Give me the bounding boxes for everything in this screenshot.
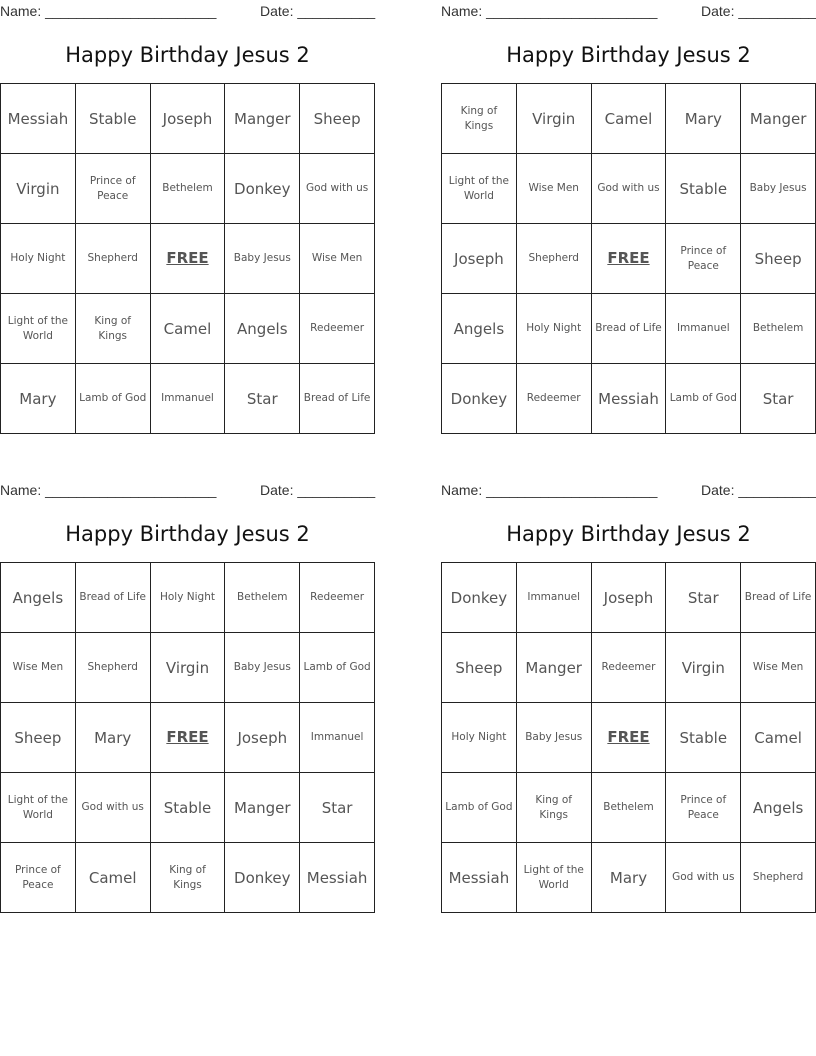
bingo-cell: Lamb of God — [442, 773, 517, 843]
bingo-cell: Wise Men — [741, 633, 816, 703]
bingo-cell: Bethelem — [225, 563, 300, 633]
bingo-cell: King of Kings — [517, 773, 592, 843]
bingo-cell: God with us — [76, 773, 151, 843]
bingo-cell: God with us — [666, 843, 741, 913]
bingo-card-1 — [0, 0, 375, 434]
bingo-cell: Baby Jesus — [225, 224, 300, 294]
bingo-cell: King of Kings — [76, 294, 151, 364]
bingo-cell: Virgin — [517, 84, 592, 154]
bingo-cell: Star — [741, 364, 816, 434]
bingo-cell: Joseph — [225, 703, 300, 773]
bingo-cell: Shepherd — [76, 633, 151, 703]
card-title: Happy Birthday Jesus 2 — [506, 522, 751, 546]
bingo-cell: Bread of Life — [592, 294, 667, 364]
bingo-cell: Camel — [151, 294, 226, 364]
bingo-cell: Joseph — [442, 224, 517, 294]
bingo-cell: Sheep — [300, 84, 375, 154]
bingo-grid — [441, 83, 816, 434]
bingo-cell: Mary — [666, 84, 741, 154]
bingo-cell: Shepherd — [517, 224, 592, 294]
bingo-cell: Baby Jesus — [517, 703, 592, 773]
name-date-row — [441, 481, 816, 499]
bingo-cell: Prince of Peace — [666, 224, 741, 294]
bingo-cell: Camel — [741, 703, 816, 773]
bingo-cell: Shepherd — [741, 843, 816, 913]
bingo-grid — [0, 562, 375, 913]
bingo-grid — [0, 83, 375, 434]
name-date-row — [441, 2, 816, 20]
bingo-cell: Light of the World — [1, 294, 76, 364]
bingo-cell: Donkey — [442, 563, 517, 633]
free-space-cell: FREE — [592, 224, 667, 294]
name-field-label: Name: ______________________ — [0, 482, 217, 498]
bingo-cell: Baby Jesus — [225, 633, 300, 703]
bingo-cell: Donkey — [225, 154, 300, 224]
bingo-cell: Shepherd — [76, 224, 151, 294]
bingo-cell: Holy Night — [442, 703, 517, 773]
bingo-cell: Redeemer — [300, 563, 375, 633]
bingo-cell: Bethelem — [592, 773, 667, 843]
name-field-label: Name: ______________________ — [0, 3, 217, 19]
bingo-cell: Virgin — [1, 154, 76, 224]
bingo-cell: Sheep — [741, 224, 816, 294]
date-field-label: Date: __________ — [260, 3, 376, 19]
bingo-cell: Camel — [76, 843, 151, 913]
bingo-cell: Holy Night — [517, 294, 592, 364]
bingo-cell: Sheep — [1, 703, 76, 773]
bingo-cell: Donkey — [225, 843, 300, 913]
bingo-cell: Messiah — [300, 843, 375, 913]
bingo-card-2 — [441, 0, 816, 434]
bingo-cell: Angels — [1, 563, 76, 633]
bingo-cell: Stable — [666, 703, 741, 773]
bingo-card-3 — [0, 479, 375, 913]
bingo-cell: Prince of Peace — [1, 843, 76, 913]
bingo-cell: Immanuel — [151, 364, 226, 434]
bingo-cell: Mary — [1, 364, 76, 434]
bingo-cell: King of Kings — [442, 84, 517, 154]
bingo-cell: Camel — [592, 84, 667, 154]
bingo-cell: Star — [300, 773, 375, 843]
bingo-cell: Wise Men — [517, 154, 592, 224]
bingo-cell: Manger — [741, 84, 816, 154]
card-title: Happy Birthday Jesus 2 — [65, 522, 310, 546]
bingo-cell: Joseph — [592, 563, 667, 633]
bingo-cell: Wise Men — [1, 633, 76, 703]
bingo-cell: Angels — [225, 294, 300, 364]
bingo-cell: Donkey — [442, 364, 517, 434]
bingo-cell: Baby Jesus — [741, 154, 816, 224]
bingo-cell: Immanuel — [517, 563, 592, 633]
bingo-cell: Star — [225, 364, 300, 434]
bingo-cell: Lamb of God — [76, 364, 151, 434]
bingo-cell: Prince of Peace — [76, 154, 151, 224]
name-field-label: Name: ______________________ — [441, 3, 658, 19]
bingo-cell: Redeemer — [517, 364, 592, 434]
bingo-cell: Angels — [442, 294, 517, 364]
bingo-cell: Virgin — [151, 633, 226, 703]
bingo-cell: Messiah — [1, 84, 76, 154]
bingo-cell: Bethelem — [741, 294, 816, 364]
bingo-cell: Light of the World — [442, 154, 517, 224]
bingo-cell: God with us — [592, 154, 667, 224]
free-space-cell: FREE — [151, 224, 226, 294]
bingo-cell: Sheep — [442, 633, 517, 703]
date-field-label: Date: __________ — [701, 482, 816, 498]
bingo-cell: King of Kings — [151, 843, 226, 913]
bingo-cell: Stable — [151, 773, 226, 843]
bingo-cell: Holy Night — [1, 224, 76, 294]
bingo-cell: Immanuel — [666, 294, 741, 364]
bingo-cell: Prince of Peace — [666, 773, 741, 843]
bingo-cell: Mary — [76, 703, 151, 773]
bingo-cell: Light of the World — [517, 843, 592, 913]
bingo-cell: Messiah — [592, 364, 667, 434]
free-space-cell: FREE — [151, 703, 226, 773]
bingo-cell: Redeemer — [592, 633, 667, 703]
bingo-cell: Manger — [225, 773, 300, 843]
bingo-cell: Lamb of God — [300, 633, 375, 703]
bingo-cell: Redeemer — [300, 294, 375, 364]
bingo-cell: Stable — [76, 84, 151, 154]
bingo-cell: Virgin — [666, 633, 741, 703]
bingo-cell: Bread of Life — [741, 563, 816, 633]
bingo-card-4 — [441, 479, 816, 913]
name-field-label: Name: ______________________ — [441, 482, 658, 498]
bingo-cell: Holy Night — [151, 563, 226, 633]
name-date-row — [0, 481, 375, 499]
free-space-cell: FREE — [592, 703, 667, 773]
bingo-cell: Bread of Life — [76, 563, 151, 633]
bingo-cell: God with us — [300, 154, 375, 224]
bingo-cell: Bread of Life — [300, 364, 375, 434]
bingo-cell: Messiah — [442, 843, 517, 913]
date-field-label: Date: __________ — [260, 482, 376, 498]
bingo-cell: Immanuel — [300, 703, 375, 773]
card-title: Happy Birthday Jesus 2 — [506, 43, 751, 67]
bingo-cell: Star — [666, 563, 741, 633]
bingo-cell: Manger — [517, 633, 592, 703]
card-title: Happy Birthday Jesus 2 — [65, 43, 310, 67]
bingo-cell: Bethelem — [151, 154, 226, 224]
date-field-label: Date: __________ — [701, 3, 816, 19]
bingo-grid — [441, 562, 816, 913]
bingo-cell: Stable — [666, 154, 741, 224]
bingo-cell: Joseph — [151, 84, 226, 154]
bingo-cell: Lamb of God — [666, 364, 741, 434]
bingo-cell: Light of the World — [1, 773, 76, 843]
bingo-cell: Wise Men — [300, 224, 375, 294]
bingo-cell: Angels — [741, 773, 816, 843]
bingo-cell: Manger — [225, 84, 300, 154]
name-date-row — [0, 2, 375, 20]
bingo-cell: Mary — [592, 843, 667, 913]
